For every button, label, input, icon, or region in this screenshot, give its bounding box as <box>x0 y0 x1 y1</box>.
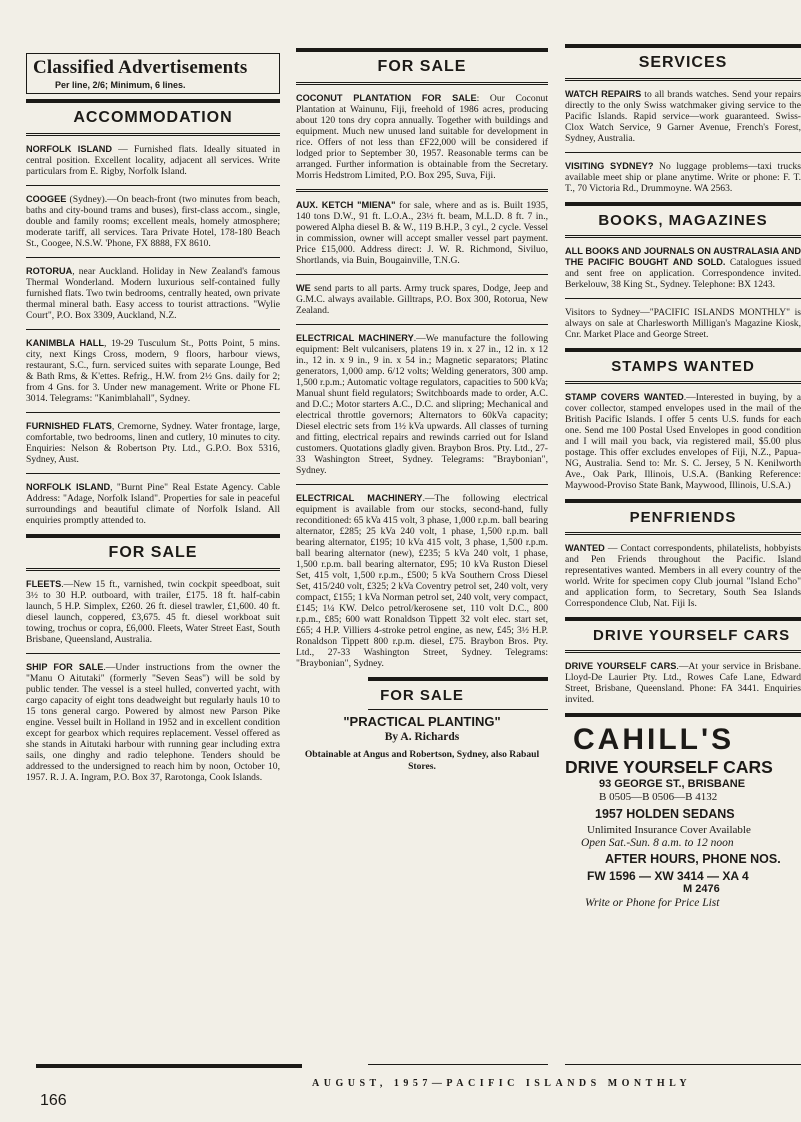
section-heading-for-sale-book: FOR SALE <box>380 687 464 704</box>
book-availability: Obtainable at Angus and Robertson, Sydney, also Rabaul Stores. <box>304 749 540 772</box>
cahills-phones-bottom-2: M 2476 <box>683 883 720 895</box>
section-heading-services: SERVICES <box>638 54 728 71</box>
divider <box>26 329 280 330</box>
divider <box>26 653 280 654</box>
ad-all-books: ALL BOOKS AND JOURNALS ON AUSTRALASIA AND THE PACIFIC BOUGHT AND SOLD. Catalogues issued and sent free on application. Correspondence invited. Berkelouw, 38 King St., Sydney. Telephone: BX 1243. <box>565 246 801 290</box>
ad-ketch-miena: AUX. KETCH "MIENA" for sale, where and as is. Built 1935, 140 tons D.W., 91 ft. L.O.A., 23½ ft. beam, M.L.D. 8 ft. 7 in., powered Alpha diesel B. & W., 119 B.H.P., 3 cyl., 2 cycle. Vessel in commission, owner will accept smaller vessel part payment. Price £15,000. Address direct: J. W. R. Richmond, Siviluo, Shortlands, via Buin, Bougainville, T.N.G. <box>296 200 548 266</box>
cahills-name: CAHILL'S <box>573 723 735 756</box>
divider <box>565 532 801 535</box>
cahills-subtitle: DRIVE YOURSELF CARS <box>565 757 773 777</box>
ad-penfriends: WANTED — Contact correspondents, philatelists, hobbyists and Pen Friends throughout the Pacific. Island representatives wanted. Members in all every country of the world. Write for specimen copy Club journal "Island Echo" and application form, to Secretary, South Sea Islands Correspondence Club, Nat. Fiji Is. <box>565 543 801 609</box>
divider <box>26 185 280 186</box>
column-right <box>565 40 801 909</box>
page-title: Classified Advertisements <box>33 57 248 78</box>
divider <box>296 48 548 52</box>
divider <box>565 650 801 653</box>
section-heading-stamps: STAMPS WANTED <box>611 358 755 375</box>
divider <box>26 473 280 474</box>
section-heading-penfriends: PENFRIENDS <box>629 509 737 526</box>
divider <box>565 202 801 206</box>
ad-visiting-sydney: VISITING SYDNEY? No luggage problems—taxi trucks available meet ship or plane anytime. Write or phone: F. T. T., 70 Victoria Rd., Drummoyne. WA 2563. <box>565 161 801 194</box>
divider <box>26 257 280 258</box>
bottom-rule-right <box>565 1064 801 1065</box>
divider <box>296 484 548 485</box>
ad-electrical-machinery-2: ELECTRICAL MACHINERY.—The following electrical equipment is available from our stocks, second-hand, fully reconditioned: 65 kVa 415 volt, 3 phase, 1,000 r.p.m. ball bearing alternator, £285; 25 kVa 240 volt, 1 phase, 1,500 r.p.m. ball bearing alternator, £195; 10 kVa 415 volt, 3 phase, 1,500 r.p.m. ball bearing alternator (new), £235; 5 kVa 240 volt, 1 phase, 1,500 r.p.m. ball bearing alternator, £95; 10 kVa Ruston Diesel Set, 415 volt, 1,500 r.p.m., £500; 5 kVa Southern Cross Diesel Set, 415/240 volt, £325; 2 kVa Coventry petrol set, 240 volt, very compact, £155; 1 kVa Norman petrol set, 240 volt, very compact, £145; 1¼ KW. Delco petrol/kerosene set, 110 volt D.C., 800 r.p.m., £85; 600 watt Ronaldson Tippett 32 volt elec. start set, £65; 4 H.P. Villiers 4-stroke petrol engine, as new, £45; 3½ H.P. Ronaldson Tippett 800 r.p.m. diesel, £75. Braybon Bros. Pty. Ltd., 27-33 Washington Street, Sydney. Telegrams: "Braybonian", Sydney. <box>296 493 548 669</box>
divider <box>565 44 801 48</box>
cahills-address: 93 GEORGE ST., BRISBANE <box>599 778 746 790</box>
ad-coogee: COOGEE (Sydney).—On beach-front (two minutes from beach, baths and city-bound trams and buses), first-class accom., single, double and family rooms; excellent meals, homely atmosphere; moderate tariff, all services. Tara Private Hotel, 178-180 Beach St., Coogee, N.S.W. 'Phone, FX 8888, FX 8610. <box>26 194 280 249</box>
ad-gilltraps: WE send parts to all parts. Army truck spares, Dodge, Jeep and G.M.C. always available. Gilltraps, P.O. Box 300, Rotorua, New Zealand. <box>296 283 548 316</box>
ad-norfolk-real-estate: NORFOLK ISLAND, "Burnt Pine" Real Estate Agency. Cable Address: "Adage, Norfolk Island". Properties for sale in peaceful surroundings and beautiful climate of Norfolk Island. All enquiries promptly attended to. <box>26 482 281 526</box>
page-number: 166 <box>40 1092 67 1109</box>
divider <box>565 78 801 81</box>
ad-kanimbla-hall: KANIMBLA HALL, 19-29 Tusculum St., Potts Point, 5 mins. city, next Kings Cross, modern, 9 floors, harbour views, restaurant, S.C., furn. serviced suites with separate Lounge, Bed & Bath Rms, & K'ettes. Refrig., H.W. from 2½ Gns. daily for 2; from 4 Gns. for 3. Under new management. Write or Phone FL 3014. Telegrams: "Kanimblahall", Sydney. <box>26 338 281 404</box>
ad-coconut-plantation: COCONUT PLANTATION FOR SALE: Our Coconut Plantation at Wainunu, Fiji, freehold of 1986 acres, producing about 120 tons dry copra annually. Together with buildings and equipment. Much new unused land suitable for development in rice. Offers of not less than £F22,000 will be considered if lodged prior to September 30, 1957. Reasonable terms can be arranged. Further information is obtainable from the Secretary. Morris Hedstrom Limited, P.O. Box 295, Suva, Fiji. <box>296 93 548 181</box>
cahills-insurance: Unlimited Insurance Cover Available <box>587 824 751 836</box>
cahills-display-ad <box>565 723 801 909</box>
divider <box>296 189 548 192</box>
section-heading-drive-yourself: DRIVE YOURSELF CARS <box>593 627 791 644</box>
section-heading-for-sale: FOR SALE <box>377 58 467 75</box>
ad-furnished-flats: FURNISHED FLATS, Cremorne, Sydney. Water frontage, large, comfortable, two bedrooms, linen and cutlery, 10 minutes to city. Enquiries: Nelson & Robertson Pty. Ltd., G.P.O. Box 5316, Sydney, Aust. <box>26 421 280 465</box>
divider <box>26 534 280 538</box>
divider <box>26 412 280 413</box>
column-left <box>26 40 280 791</box>
bottom-rule-middle <box>368 1064 548 1065</box>
rates-note: Per line, 2/6; Minimum, 6 lines. <box>55 80 186 90</box>
ad-stamp-covers: STAMP COVERS WANTED.—Interested in buying, by a cover collector, stamped envelopes used in the mail of the British Pacific Islands. I offer 5 cents U.S. funds for each one. Send me 100 Postal Used Envelopes in good condition and I will mail you back, via registered mail, $5.00 plus postage. This offer excludes envelopes of Fiji, N.Z., Papua-NG, Australia. Send to: Mr. S. C. Jersey, 5 N. Kenilworth Ave., Oak Park, Illinois, U.S.A. (Banking Reference: Maywood-Proviso State Bank, Maywood, Illinois, U.S.A.) <box>565 392 801 491</box>
divider <box>565 713 801 717</box>
running-footer: AUGUST, 1957—PACIFIC ISLANDS MONTHLY <box>312 1078 692 1089</box>
divider <box>565 617 801 621</box>
divider <box>565 381 801 384</box>
ad-norfolk-flats: NORFOLK ISLAND — Furnished flats. Ideally situated in central position. Excellent locality, adjacent all services. Write particulars from E. Rigby, Norfolk Island. <box>26 144 281 177</box>
classified-header-box <box>26 53 280 94</box>
cahills-write: Write or Phone for Price List <box>585 897 720 909</box>
divider <box>26 568 280 571</box>
ad-pim-kiosk: Visitors to Sydney—"PACIFIC ISLANDS MONTHLY" is always on sale at Charlesworth Milligan's Magazine Kiosk, Cnr. Market Place and George Street. <box>565 307 801 340</box>
ad-watch-repairs: WATCH REPAIRS to all brands watches. Send your repairs directly to the only Swiss watchmaker giving service to the Pacific Islands. Rapid service—work guaranteed. Swiss-Clox Watch Service, 9 Garner Avenue, French's Forest, Sydney, Australia. <box>565 89 801 144</box>
cahills-hours: Open Sat.-Sun. 8 a.m. to 12 noon <box>581 837 734 849</box>
ad-fleets: FLEETS.—New 15 ft., varnished, twin cockpit speedboat, suit 3½ to 30 H.P. outboard, with trailer, £175. 18 ft. half-cabin launch, 5 H.P. Simplex, £260. 26 ft. diesel trawler, £1,600. 40 ft. diesel launch, coppered, £3,675. 45 ft. diesel workboat suit towing, trochus or copra, £6,000. Fleets, Water Street East, South Brisbane, Queensland, Australia. <box>26 579 280 645</box>
divider <box>565 499 801 503</box>
ad-electrical-machinery-1: ELECTRICAL MACHINERY.—We manufacture the following equipment: Belt vulcanisers, platens 19 in. x 27 in., 12 in. x 12 in., 12 in. x 9 in., 9 in. x 54 in.; Magnetic separators; Platinc generators, 1,000 amp. 6/12 volts; Welding generators, 300 amp. 1,500 r.p.m.; Automatic voltage regulators, capacities to 500 kVa; Manual shunt field regulators; Switchboards made to order, A.C. and D.C.; Motor starters A.C., D.C. and slipring; Mechanical and electrical throttle governors; Alternators to 60kVa capacity; Diesel electric sets from 1½ kVa upwards. All classes of turning and fitting, electrical repairs and rewinds carried out for Island customers. Quotations gladly given. Braybon Bros. Pty. Ltd., 27-33 Washington Street, Sydney. Telegrams: "Braybonian", Sydney. <box>296 333 549 476</box>
divider <box>26 99 280 103</box>
divider <box>565 235 801 238</box>
divider <box>296 274 548 275</box>
cahills-phones-top: B 0505—B 0506—B 4132 <box>599 791 718 803</box>
divider <box>296 82 548 85</box>
bottom-rule-left <box>36 1064 302 1068</box>
divider <box>565 298 801 299</box>
divider <box>368 677 548 681</box>
book-author: By A. Richards <box>384 731 460 743</box>
ad-lloyd-de-laurier: DRIVE YOURSELF CARS.—At your service in Brisbane. Lloyd-De Laurier Pty. Ltd., Rowes Cafe Lane, Edward Street, Brisbane, Queensland. Phone: FA 3441. Enquiries invited. <box>565 661 801 705</box>
divider <box>565 152 801 153</box>
column-middle <box>296 40 548 773</box>
divider <box>26 133 280 136</box>
section-heading-accommodation: ACCOMMODATION <box>73 109 233 126</box>
divider <box>565 348 801 352</box>
book-title: "PRACTICAL PLANTING" <box>343 714 501 729</box>
section-heading-books: BOOKS, MAGAZINES <box>598 212 768 229</box>
ad-ship-for-sale: SHIP FOR SALE.—Under instructions from the owner the "Manu O Aitutaki" (formerly "Seven Seas") will be sold by public tender. The vessel is a steel hulled, converted yacht, with cargo capacity of eight tons deadweight but regularly hauls 10 to 15 tons general cargo. Powered by almost new Parson Pike engine. Vessel built in Holland in 1952 and in excellent condition except for gearbox which requires replacement. Vessel offered as she stands in Aitutaki harbour with running gear including extra sails, one dinghy and radio telephone. Tenders should be addressed to the undersigned to reach him by noon, October 10, 1957. R. J. A. Ingram, P.O. Box 37, Rarotonga, Cook Islands. <box>26 662 281 783</box>
cahills-model: 1957 HOLDEN SEDANS <box>595 807 735 821</box>
divider <box>368 709 548 710</box>
cahills-after-hours: AFTER HOURS, PHONE NOS. <box>605 852 781 866</box>
cahills-phones-bottom: FW 1596 — XW 3414 — XA 4 <box>587 869 749 883</box>
ad-rotorua: ROTORUA, near Auckland. Holiday in New Zealand's famous Thermal Wonderland. Modern luxurious self-contained fully furnished flats. Two twin bedrooms, centrally heated, own private thermal mineral bath. Easy access to tourist attractions. "Wylie Court", P.O. Box 3309, Auckland, N.Z. <box>26 266 280 321</box>
section-heading-for-sale-left: FOR SALE <box>108 544 198 561</box>
divider <box>296 324 548 325</box>
